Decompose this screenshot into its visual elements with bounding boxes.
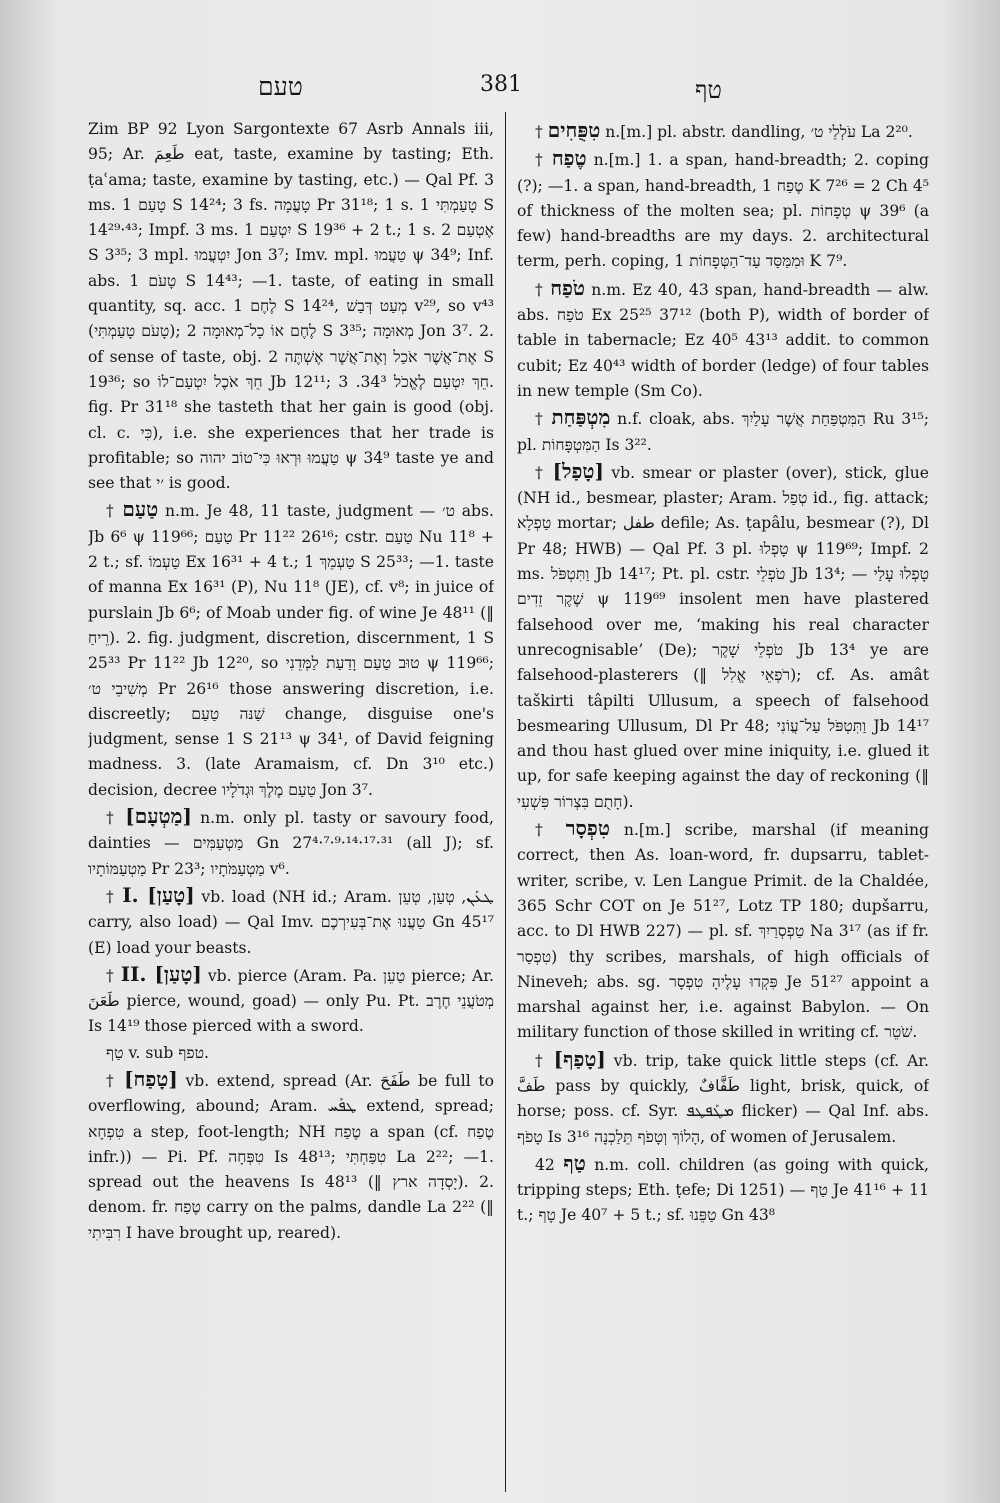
right-column xyxy=(517,117,929,1487)
entry-body: n.m. Ez 40, 43 span, hand-breadth — alw. abs. טֹפַח Ex 25²⁵ 37¹² (both P), width of border of table in tabernacle; Ez 40⁵ 43¹³ addit. to common cubit; Ez 40⁴³ width of border (ledge) of four tables in new temple (Sm Co). xyxy=(517,280,929,400)
headword: I. [טָעַן] xyxy=(122,882,195,907)
headword: טֶפַח xyxy=(551,146,587,171)
entry-body: vb. extend, spread (Ar. طَفَحَ be full to overflowing, abound; Aram. ܛܦܰܚ extend, spread; טִפְחָא a step, foot-length; NH טֶפַח a span (cf. טֶפַח infr.)) — Pi. Pf. טִפְּחָה Is 48¹³; טִפַּחְתִּי La 2²²; —1. spread out the heavens Is 48¹³ (‖ יָסְדָה ארץ). 2. denom. fr. טֶפַח carry on the palms, dandle La 2²² (‖ רִבִּיתִי I have brought up, reared). xyxy=(88,1071,494,1242)
column-rule xyxy=(505,112,506,1492)
entry-mitpachat: † מִטְפַּחַת n.f. cloak, abs. הַמִּטְפַּחַת אֲשֶׁר עָלַיִךְ Ru 3¹⁵; pl. הַמִּטְפָּחוֹת Is 3²². xyxy=(517,405,929,454)
entry-tophach: † טֹפַח n.m. Ez 40, 43 span, hand-breadth — alw. abs. טֹפַח Ex 25²⁵ 37¹² (both P), width of border of table in tabernacle; Ez 40⁵ 43¹³ addit. to common cubit; Ez 40⁴³ width of border (ledge) of four tables in new temple (Sm Co). xyxy=(517,275,929,400)
headword: טִפְסָר xyxy=(565,816,610,841)
entry-taan-2: † II. [טָעַן] vb. pierce (Aram. Pa. טַעֵן pierce; Ar. طَعَنَ pierce, wound, goad) — only Pu. Pt. מְטֹעֲנֵי חֶרֶב Is 14¹⁹ those pierced with a sword. xyxy=(88,961,494,1036)
entry-body: n.m. Je 48, 11 taste, judgment — ט׳ abs. Jb 6⁶ ψ 119⁶⁶; טַעַם Pr 11²² 26¹⁶; cstr. טַעַם Nu 11⁸ + 2 t.; sf. טַעְמוֹ Ex 16³¹ + 4 t.; טַעְמֵךְ 1 S 25³³; —1. taste of manna Ex 16³¹ (P), Nu 11⁸ (JE), cf. v⁸; in juice of purslain Jb 6⁶; of Moab under fig. of wine Je 48¹¹ (‖ רֵיחַ). 2. fig. judgment, discretion, discernment, 1 S 25³³ Pr 11²² Jb 12²⁰, so טוּב טַעַם וָדַעַת לַמְּדֵנִי ψ 119⁶⁶; מְשִׁיבֵי ט׳ Pr 26¹⁶ those answering discretion, i.e. discreetly; שַׁנּה טַעַם change, disguise one's judgment, sense 1 S 21¹³ ψ 34¹, of David feigning madness. 3. (late Aramaism, cf. Dn 3¹⁰ etc.) decision, decree טַעַם מֶלֶךְ וּגְדֹלָיו Jon 3⁷. xyxy=(88,502,494,799)
entry-body: vb. trip, take quick little steps (cf. Ar. طَفَّ pass by quickly, طَفَّافٌ light, brisk, quick, of horse; poss. cf. Syr. ܡܛܰܦܛܦ flicker) — Qal Inf. abs. טָפֹף Is 3¹⁶ הָלוֹךְ וְטָפֹף תֵּלַכְנָה, of women of Jerusalem. xyxy=(517,1051,929,1146)
headword: מִטְפַּחַת xyxy=(551,405,611,430)
headword: [טָפַף] xyxy=(553,1046,606,1071)
headword: [טָפַח] xyxy=(124,1066,178,1091)
entry-taan-1: † I. [טָעַן] vb. load (NH id.; Aram. ܛܥܰܢ, טְעַן, טְעֵן carry, also load) — Qal Imv. טַעֲנוּ אֶת־בְּעִירְכֶם Gn 45¹⁷ (E) load your beasts. xyxy=(88,882,494,957)
headword: טֹפַח xyxy=(550,275,586,300)
headword: טִפֻּחִים xyxy=(547,118,601,142)
entry-tepach: † טֶפַח n.[m.] 1. a span, hand-breadth; 2. coping (?); —1. a span, hand-breadth, טֶפַח 1 K 7²⁶ = 2 Ch 4⁵ of thickness of the molten sea; pl. טְפָחוֹת ψ 39⁶ (a few) hand-breadths are my days. 2. architectural term, perh. coping, וּמִמַּסַּד עַד־הַטְּפָחוֹת 1 K 7⁹. xyxy=(517,146,929,271)
page-header xyxy=(80,62,940,112)
cross-reference: טַף v. sub טפף. xyxy=(106,1043,209,1062)
entry-taph xyxy=(517,1151,929,1229)
entry-body: n.m. only pl. tasty or savoury food, dainties — מַטְעַמִּים Gn 27⁴·⁷·⁹·¹⁴·¹⁷·³¹ (all J); sf. מַטְעַמּוֹתָיו Pr 23³; מַטְעַמֹּתָיו v⁶. xyxy=(88,809,494,878)
entry-body: n.[m.] 1. a span, hand-breadth; 2. coping (?); —1. a span, hand-breadth, טֶפַח 1 K 7²⁶ = 2 Ch 4⁵ of thickness of the molten sea; pl. טְפָחוֹת ψ 39⁶ (a few) hand-breadths are my days. 2. architectural term, perh. coping, וּמִמַּסַּד עַד־הַטְּפָחוֹת 1 K 7⁹. xyxy=(517,151,929,271)
entry-tiphsar: † טִפְסָר n.[m.] scribe, marshal (if meaning correct, then As. loan-word, fr. dupsarru, tablet-writer, scribe, v. Len Langue Primit. de la Chaldée, 365 Schr COT on Je 51²⁷, Lotz TP 180; dupšarru, acc. to Dl HWB 227) — pl. sf. טַפְסְרַיִךְ Na 3¹⁷ (as if fr. טִפְסַר) thy scribes, marshals, of high officials of Nineveh; abs. sg. פִּקְדוּ עָלֶיהָ טִפְסָר Je 51²⁷ appoint a marshal against her, i.e. against Babylon. — On military function of those skilled in writing cf. שֹׁטֵר. xyxy=(517,816,929,1042)
entry-tippuchim: † טִפֻּחִים n.[m.] pl. abstr. dandling, עֹלְלֵי ט׳ La 2²⁰. xyxy=(535,118,913,142)
entry-taphal: † [טָפַל] vb. smear or plaster (over), stick, glue (NH id., besmear, plaster; Aram. טְפַל id., fig. attack; טַפְלָא mortar; طفل defile; As. ṭapâlu, besmear (?), Dl Pr 48; HWB) — Qal Pf. 3 pl. טָפְלוּ ψ 119⁶⁹; Impf. 2 ms. וַתִּטְפֹּל Jb 14¹⁷; Pt. pl. cstr. טֹפְלֵי Jb 13⁴; — טָפְלוּ עָלַי שֶׁקֶר זֵדִים ψ 119⁶⁹ insolent men have plastered falsehood over me, ‘making his real character unrecognisable’ (De); טֹפְלֵי שָׁקֶר Jb 13⁴ ye are falsehood-plasterers (‖ רֹפְאֵי אֱלִל); cf. As. amât taškirti tâpilti Ullusum, a speech of falsehood besmearing Ullusum, Dl Pr 48; וַתִּטְפֹּל עַל־עֲוֹנִי Jb 14¹⁷ and thou hast glued over mine iniquity, i.e. glued it up, for safe keeping against the day of reckoning (‖ חָתֻם בִּצְרוֹר פִּשְׁעִי). xyxy=(517,458,929,811)
right-running-head: טף xyxy=(695,76,722,104)
entry-body: vb. pierce (Aram. Pa. טַעֵן pierce; Ar. طَعَنَ pierce, wound, goad) — only Pu. Pt. מְטֹעֲנֵי חֶרֶב Is 14¹⁹ those pierced with a sword. xyxy=(88,966,494,1036)
entry-matam: † [מַטְעָם] n.m. only pl. tasty or savoury food, dainties — מַטְעַמִּים Gn 27⁴·⁷·⁹·¹⁴·¹⁷·³¹ (all J); sf. מַטְעַמּוֹתָיו Pr 23³; מַטְעַמֹּתָיו v⁶. xyxy=(88,804,494,878)
entry-body: vb. load (NH id.; Aram. ܛܥܰܢ, טְעַן, טְעֵן carry, also load) — Qal Imv. טַעֲנוּ אֶת־בְּעִירְכֶם Gn 45¹⁷ (E) load your beasts. xyxy=(88,887,494,957)
page-number: 381 xyxy=(480,72,522,97)
entry-body: n.[m.] pl. abstr. dandling, עֹלְלֵי ט׳ La 2²⁰. xyxy=(605,123,913,141)
headword: [מַטְעָם] xyxy=(125,804,192,829)
entry-taam: † טַעַם n.m. Je 48, 11 taste, judgment — ט׳ abs. Jb 6⁶ ψ 119⁶⁶; טַעַם Pr 11²² 26¹⁶; cstr. טַעַם Nu 11⁸ + 2 t.; sf. טַעְמוֹ Ex 16³¹ + 4 t.; טַעְמֵךְ 1 S 25³³; —1. taste of manna Ex 16³¹ (P), Nu 11⁸ (JE), cf. v⁸; in juice of purslain Jb 6⁶; of Moab under fig. of wine Je 48¹¹ (‖ רֵיחַ). 2. fig. judgment, discretion, discernment, 1 S 25³³ Pr 11²² Jb 12²⁰, so טוּב טַעַם וָדַעַת לַמְּדֵנִי ψ 119⁶⁶; מְשִׁיבֵי ט׳ Pr 26¹⁶ those answering discretion, i.e. discreetly; שַׁנּה טַעַם change, disguise one's judgment, sense 1 S 21¹³ ψ 34¹, of David feigning madness. 3. (late Aramaism, cf. Dn 3¹⁰ etc.) decision, decree טַעַם מֶלֶךְ וּגְדֹלָיו Jon 3⁷. xyxy=(88,497,494,799)
entry-body: vb. smear or plaster (over), stick, glue (NH id., besmear, plaster; Aram. טְפַל id., fig. attack; טַפְלָא mortar; طفل defile; As. ṭapâlu, besmear (?), Dl Pr 48; HWB) — Qal Pf. 3 pl. טָפְלוּ ψ 119⁶⁹; Impf. 2 ms. וַתִּטְפֹּל Jb 14¹⁷; Pt. pl. cstr. טֹפְלֵי Jb 13⁴; — טָפְלוּ עָלַי שֶׁקֶר זֵדִים ψ 119⁶⁹ insolent men have plastered falsehood over me, ‘making his real character unrecognisable’ (De); טֹפְלֵי שָׁקֶר Jb 13⁴ ye are falsehood-plasterers (‖ רֹפְאֵי אֱלִל); cf. As. amât taškirti tâpilti Ullusum, a speech of falsehood besmearing Ullusum, Dl Pr 48; וַתִּטְפֹּל עַל־עֲוֹנִי Jb 14¹⁷ and thou hast glued over mine iniquity, i.e. glued it up, for safe keeping against the day of reckoning (‖ חָתֻם בִּצְרוֹר פִּשְׁעִי). xyxy=(517,463,929,811)
entry-tapach: † [טָפַח] vb. extend, spread (Ar. طَفَحَ be full to overflowing, abound; Aram. ܛܦܰܚ extend, spread; טִפְחָא a step, foot-length; NH טֶפַח a span (cf. טֶפַח infr.)) — Pi. Pf. טִפְּחָה Is 48¹³; טִפַּחְתִּי La 2²²; —1. spread out the heavens Is 48¹³ (‖ יָסְדָה ארץ). 2. denom. fr. טֶפַח carry on the palms, dandle La 2²² (‖ רִבִּיתִי I have brought up, reared). xyxy=(88,1066,494,1242)
headword: טַעַם xyxy=(122,497,159,522)
entry-taphaph: † [טָפַף] vb. trip, take quick little steps (cf. Ar. طَفَّ pass by quickly, طَفَّافٌ light, brisk, quick, of horse; poss. cf. Syr. ܡܛܰܦܛܦ flicker) — Qal Inf. abs. טָפֹף Is 3¹⁶ הָלוֹךְ וְטָפֹף תֵּלַכְנָה, of women of Jerusalem. xyxy=(517,1046,929,1146)
entry-body: 42 n.m. coll. children (as going with quick, tripping steps; Eth. ṭefe; Di 1251) — טַף Je 41¹⁶ + 11 t.; טָף Je 40⁷ + 5 t.; sf. טַפֵּנוּ Gn 43⁸ xyxy=(517,1155,929,1225)
headword: II. [טָעַן] xyxy=(120,961,202,986)
headword: [טָפַל] xyxy=(552,458,604,483)
left-column xyxy=(88,117,494,1487)
entry-body: n.f. cloak, abs. הַמִּטְפַּחַת אֲשֶׁר עָלַיִךְ Ru 3¹⁵; pl. הַמִּטְפָּחוֹת Is 3²². xyxy=(517,410,929,454)
entry-continuation: Zim BP 92 Lyon Sargontexte 67 Asrb Annals iii, 95; Ar. طَعِمَ eat, taste, examine by tasting; Eth. ṭaʿama; taste, examine by tasting, etc.) — Qal Pf. 3 ms. טָעַם 1 S 14²⁴; 3 fs. טָעֲמָה Pr 31¹⁸; 1 s. טָעַמְתִּי 1 S 14²⁹·⁴³; Impf. 3 ms. יִטְעַם 1 S 19³⁶ + 2 t.; 1 s. אֶטְעַם 2 S 3³⁵; 3 mpl. יִטְעֲמוּ Jon 3⁷; Imv. mpl. טַעֲמוּ ψ 34⁹; Inf. abs. טָעֹם 1 S 14⁴³; —1. taste, of eating in small quantity, sq. acc. לֶחֶם 1 S 14²⁴, מְעַט דְּבַשׁ v²⁹, so v⁴³ (טָעֹם טָעַמְתִּי); לֶחֶם אוֹ כָל־מְאוּמָה 2 S 3³⁵; מְאוּמָה Jon 3⁷. 2. of sense of taste, obj. אֶת־אֲשֶׁר אֹכַל וְאֶת־אֲשֶׁר אֶשְׁתֶּה 2 S 19³⁶; so חֵךְ אֹכֶל יִטְעַם־לוֹ Jb 12¹¹; חֵךְ יִטְעַם לֶאֱכֹל 34³. 3. fig. Pr 31¹⁸ she tasteth that her gain is good (obj. cl. c. כִּי), i.e. she experiences that her trade is profitable; so טַעֲמוּ וּרְאוּ כִּי־טוֹב יהוה ψ 34⁹ taste ye and see that ׳י is good. xyxy=(88,120,494,493)
headword: טַף xyxy=(563,1150,586,1175)
entry-body: n.[m.] scribe, marshal (if meaning correct, then As. loan-word, fr. dupsarru, tablet-writer, scribe, v. Len Langue Primit. de la Chaldée, 365 Schr COT on Je 51²⁷, Lotz TP 180; dupšarru, acc. to Dl HWB 227) — pl. sf. טַפְסְרַיִךְ Na 3¹⁷ (as if fr. טִפְסַר) thy scribes, marshals, of high officials of Nineveh; abs. sg. פִּקְדוּ עָלֶיהָ טִפְסָר Je 51²⁷ appoint a marshal against her, i.e. against Babylon. — On military function of those skilled in writing cf. שֹׁטֵר. xyxy=(517,821,929,1042)
left-running-head: טעם xyxy=(258,72,303,101)
